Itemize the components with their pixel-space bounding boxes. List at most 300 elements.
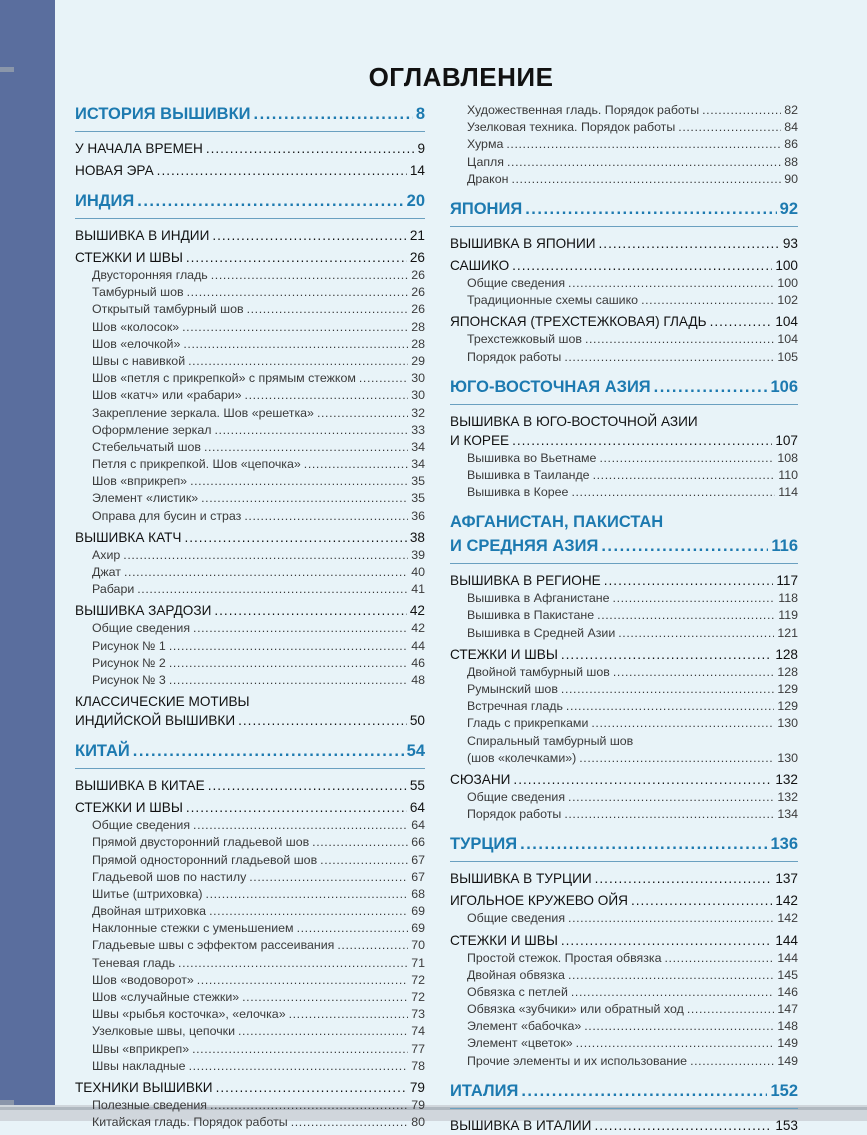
toc-subentry[interactable]	[450, 984, 798, 1001]
toc-section[interactable]	[450, 256, 798, 275]
toc-subentry[interactable]	[75, 920, 425, 937]
toc-page-number: 121	[777, 625, 798, 640]
toc-subentry[interactable]	[450, 484, 798, 501]
chapter-rule	[75, 131, 425, 132]
toc-entry-title: СЮЗАНИ	[450, 771, 511, 787]
toc-entry-title: Обвязка с петлей	[467, 984, 568, 999]
dot-leader	[641, 292, 774, 309]
toc-entry-title: Общие сведения	[467, 911, 566, 926]
toc-subentry[interactable]	[450, 136, 798, 153]
toc-entry-title: ЮГО-ВОСТОЧНАЯ АЗИЯ	[450, 377, 651, 396]
toc-subentry[interactable]	[75, 370, 425, 387]
toc-subentry[interactable]	[75, 284, 425, 301]
toc-page-number: 69	[411, 904, 425, 919]
dot-leader	[193, 620, 408, 637]
toc-page-number: 30	[411, 388, 425, 403]
dot-leader	[133, 739, 404, 763]
toc-subentry[interactable]	[75, 886, 425, 903]
toc-entry-title: Общие сведения	[467, 789, 566, 804]
toc-chapter[interactable]	[450, 534, 798, 558]
toc-entry-title: Встречная гладь	[467, 699, 563, 714]
toc-subentry[interactable]	[450, 625, 798, 642]
toc-page-number: 82	[784, 103, 798, 117]
dot-leader	[188, 353, 408, 370]
toc-page-number: 38	[409, 529, 425, 545]
dot-leader	[687, 1001, 775, 1018]
toc-chapter[interactable]	[450, 375, 798, 399]
toc-chapter[interactable]	[75, 102, 425, 126]
toc-entry-title: Двусторонняя гладь	[92, 268, 208, 282]
dot-leader	[564, 349, 774, 366]
toc-entry-line: Спиральный тамбурный шов	[467, 733, 634, 748]
toc-entry-title: Цапля	[467, 154, 504, 169]
dot-leader	[216, 1078, 407, 1097]
toc-entry-title: Узелковая техника. Порядок работы	[467, 120, 676, 135]
toc-entry-title: Обвязка «зубчики» или обратный ход	[467, 1002, 684, 1017]
toc-section[interactable]	[75, 139, 425, 158]
toc-entry-title: Тамбурный шов	[92, 285, 184, 300]
toc-page-number: 73	[411, 1007, 425, 1022]
toc-entry-title: Вышивка в Таиланде	[467, 467, 590, 482]
dot-leader	[568, 789, 774, 806]
toc-entry-title: Трехстежковый шов	[467, 332, 582, 347]
toc-subentry[interactable]	[75, 581, 425, 598]
toc-page-number: 77	[411, 1041, 425, 1056]
dot-leader	[585, 331, 774, 348]
toc-page-number: 34	[411, 457, 425, 472]
toc-subentry[interactable]	[75, 869, 425, 886]
toc-subentry[interactable]	[75, 1097, 425, 1114]
toc-page-number: 35	[411, 474, 425, 489]
toc-subentry[interactable]	[450, 1018, 798, 1035]
toc-subentry[interactable]	[450, 750, 798, 767]
toc-subentry[interactable]	[450, 1053, 798, 1070]
dot-leader	[513, 770, 772, 789]
dot-leader	[665, 950, 775, 967]
dot-leader	[238, 711, 407, 730]
toc-subentry[interactable]	[75, 353, 425, 370]
toc-subentry[interactable]	[75, 301, 425, 318]
dot-leader	[204, 439, 408, 456]
dot-leader	[201, 490, 408, 507]
toc-page-number: 64	[409, 800, 425, 816]
toc-subentry[interactable]	[75, 672, 425, 689]
toc-subentry[interactable]	[75, 834, 425, 851]
toc-entry-title: Вышивка в Афганистане	[467, 591, 610, 606]
toc-page-number: 144	[775, 932, 798, 948]
toc-subentry[interactable]	[450, 681, 798, 698]
dot-leader	[182, 319, 408, 336]
toc-page-number: 28	[411, 319, 425, 334]
toc-entry-title: Наклонные стежки с уменьшением	[92, 921, 294, 936]
toc-page-number: 42	[409, 603, 425, 619]
toc-subentry[interactable]	[75, 387, 425, 404]
toc-entry-title: Двойная обвязка	[467, 967, 565, 982]
toc-subentry[interactable]	[450, 664, 798, 681]
toc-entry-line: ВЫШИВКА В ЮГО-ВОСТОЧНОЙ АЗИИ	[450, 413, 698, 429]
toc-section[interactable]	[450, 1116, 798, 1135]
toc-entry-title: Полезные сведения	[92, 1097, 207, 1112]
toc-section[interactable]	[75, 528, 425, 547]
toc-page-number: 39	[411, 547, 425, 562]
toc-page-number: 28	[411, 336, 425, 351]
toc-page-number: 105	[777, 349, 798, 364]
toc-entry-title: Швы с навивкой	[92, 353, 186, 368]
toc-section[interactable]	[450, 645, 798, 664]
toc-section[interactable]	[450, 571, 798, 590]
toc-page-number: 41	[411, 582, 425, 597]
toc-subentry[interactable]	[450, 950, 798, 967]
dot-leader	[187, 284, 409, 301]
dot-leader	[597, 607, 775, 624]
toc-page-number: 70	[411, 938, 425, 953]
toc-section[interactable]	[450, 869, 798, 888]
dot-leader	[337, 937, 408, 954]
dot-leader	[595, 869, 773, 888]
toc-entry-title: Шов «вприкреп»	[92, 474, 188, 489]
dot-leader	[209, 903, 408, 920]
toc-subentry[interactable]	[450, 715, 798, 732]
toc-page-number: 148	[777, 1019, 798, 1034]
dot-leader	[190, 473, 408, 490]
toc-subentry[interactable]	[450, 292, 798, 309]
toc-page-number: 80	[411, 1115, 425, 1130]
toc-subentry[interactable]	[75, 655, 425, 672]
toc-section[interactable]	[450, 891, 798, 910]
chapter-rule	[450, 404, 798, 405]
dot-leader	[247, 301, 409, 318]
toc-subentry[interactable]	[75, 508, 425, 525]
toc-page-number: 108	[777, 450, 798, 465]
dot-leader	[359, 370, 408, 387]
toc-page-number: 44	[411, 638, 425, 653]
toc-subentry[interactable]	[450, 607, 798, 624]
toc-page-number: 86	[784, 137, 798, 152]
toc-page-number: 36	[411, 508, 425, 523]
toc-page-number: 42	[411, 621, 425, 636]
toc-entry-title: Рабари	[92, 582, 135, 597]
dot-leader	[631, 891, 772, 910]
toc-page-number: 64	[411, 818, 425, 833]
toc-page-number: 35	[411, 491, 425, 506]
toc-subentry[interactable]	[450, 102, 798, 119]
toc-entry-title: ИНДИЯ	[75, 192, 135, 210]
dot-leader	[184, 528, 406, 547]
toc-page-number: 29	[411, 353, 425, 368]
toc-entry-title: ТУРЦИЯ	[450, 835, 518, 854]
toc-entry-title: Шитье (штриховка)	[92, 886, 203, 901]
toc-entry-title: Общие сведения	[92, 818, 191, 833]
dot-leader	[593, 467, 776, 484]
toc-subentry[interactable]	[75, 955, 425, 972]
toc-entry-title: Вышивка во Вьетнаме	[467, 450, 597, 465]
toc-subentry[interactable]	[75, 319, 425, 336]
dot-leader	[124, 564, 408, 581]
toc-page-number: 136	[770, 835, 798, 854]
toc-entry-title: Гладьевой шов по настилу	[92, 869, 247, 884]
toc-entry-line: АФГАНИСТАН, ПАКИСТАН	[450, 513, 664, 532]
toc-page-number: 134	[777, 807, 798, 822]
dot-leader	[157, 161, 407, 180]
toc-page-number: 114	[778, 485, 798, 500]
toc-subentry[interactable]	[450, 698, 798, 715]
toc-page-number: 69	[411, 921, 425, 936]
chapter-rule	[450, 563, 798, 564]
toc-entry-title: ИТАЛИЯ	[450, 1081, 519, 1100]
toc-page-number: 34	[411, 439, 425, 454]
dot-leader	[169, 638, 408, 655]
toc-page-number: 9	[417, 141, 425, 156]
toc-section[interactable]	[75, 711, 425, 730]
toc-section[interactable]	[75, 776, 425, 795]
toc-page-number: 79	[409, 1079, 425, 1095]
toc-subentry[interactable]	[75, 903, 425, 920]
toc-page-number: 67	[411, 869, 425, 884]
toc-entry-title: Рисунок № 3	[92, 672, 166, 687]
toc-page-number: 68	[411, 886, 425, 901]
toc-section[interactable]	[450, 312, 798, 331]
toc-chapter[interactable]	[75, 739, 425, 763]
toc-subentry[interactable]	[450, 349, 798, 366]
toc-entry-title: Гладь с прикрепками	[467, 716, 589, 731]
dot-leader	[186, 798, 407, 817]
toc-subentry[interactable]	[450, 967, 798, 984]
toc-entry-title: Шов «водоворот»	[92, 972, 194, 987]
dot-leader	[690, 1053, 774, 1070]
toc-subentry[interactable]	[75, 989, 425, 1006]
toc-page-number: 26	[411, 268, 425, 282]
toc-section[interactable]	[75, 226, 425, 245]
toc-entry-title: Художественная гладь. Порядок работы	[467, 103, 700, 117]
toc-chapter[interactable]	[450, 1079, 798, 1103]
toc-subentry[interactable]	[75, 620, 425, 637]
dot-leader	[511, 171, 781, 188]
dot-leader	[568, 275, 774, 292]
toc-page-number: 144	[777, 950, 798, 965]
toc-entry-title: Вышивка в Корее	[467, 485, 569, 500]
dot-leader	[591, 715, 774, 732]
dot-leader	[561, 645, 772, 664]
toc-subentry[interactable]	[75, 1114, 425, 1131]
toc-section[interactable]	[450, 931, 798, 950]
toc-page-number: 21	[409, 228, 425, 243]
toc-section[interactable]	[75, 1078, 425, 1097]
dot-leader	[702, 102, 781, 119]
dot-leader	[291, 1114, 409, 1131]
toc-entry-title: ИСТОРИЯ ВЫШИВКИ	[75, 105, 251, 123]
toc-subentry[interactable]	[75, 1023, 425, 1040]
toc-page-number: 142	[777, 911, 798, 926]
toc-subentry[interactable]	[75, 937, 425, 954]
toc-page-number: 116	[771, 537, 798, 556]
toc-page-number: 55	[409, 778, 425, 794]
dot-leader	[618, 625, 774, 642]
toc-chapter[interactable]	[450, 832, 798, 856]
toc-entry-title: НОВАЯ ЭРА	[75, 163, 154, 178]
toc-entry-title: ВЫШИВКА В РЕГИОНЕ	[450, 573, 601, 589]
toc-page-number: 79	[411, 1097, 425, 1112]
toc-subentry[interactable]	[75, 547, 425, 564]
toc-section[interactable]	[75, 601, 425, 620]
toc-chapter[interactable]	[75, 189, 425, 213]
toc-page-number: 92	[779, 199, 798, 218]
toc-section[interactable]	[450, 431, 798, 450]
toc-subentry[interactable]	[75, 490, 425, 507]
toc-page-number: 20	[406, 192, 425, 210]
toc-page-number: 117	[776, 573, 798, 589]
dot-leader	[297, 920, 409, 937]
toc-page-number: 84	[784, 120, 798, 135]
toc-subentry[interactable]	[75, 564, 425, 581]
toc-subentry[interactable]	[75, 817, 425, 834]
toc-subentry[interactable]	[450, 910, 798, 927]
toc-entry-title: ВЫШИВКА В ЯПОНИИ	[450, 235, 596, 251]
toc-subentry[interactable]	[75, 972, 425, 989]
toc-page-number: 152	[770, 1081, 798, 1100]
toc-entry-title: Прямой двусторонний гладьевой шов	[92, 835, 310, 850]
toc-entry-title: Джат	[92, 565, 121, 579]
chapter-rule	[75, 768, 425, 769]
toc-entry-title: И КОРЕЕ	[450, 432, 510, 448]
toc-subentry[interactable]	[75, 852, 425, 869]
toc-subentry[interactable]	[75, 1058, 425, 1075]
dot-leader	[678, 119, 781, 136]
toc-subentry[interactable]	[450, 331, 798, 348]
toc-page-number: 32	[411, 405, 425, 420]
toc-entry-title: Теневая гладь	[92, 955, 176, 970]
dot-leader	[561, 931, 772, 950]
toc-page-number: 30	[411, 371, 425, 386]
toc-entry-title: ЯПОНСКАЯ (ТРЕХСТЕЖКОВАЯ) ГЛАДЬ	[450, 314, 707, 330]
dot-leader	[169, 655, 408, 672]
dot-leader	[254, 102, 413, 126]
toc-entry-title: Узелковые швы, цепочки	[92, 1024, 235, 1039]
dot-leader	[312, 834, 408, 851]
toc-section[interactable]	[75, 798, 425, 817]
toc-entry-title: Гладьевые швы с эффектом рассеивания	[92, 938, 335, 953]
dot-leader	[320, 852, 408, 869]
toc-entry-title: Хурма	[467, 137, 504, 152]
dot-leader	[242, 989, 408, 1006]
toc-subentry[interactable]	[75, 638, 425, 655]
toc-entry-title: Китайская гладь. Порядок работы	[92, 1115, 288, 1130]
toc-page-number: 110	[778, 467, 798, 482]
toc-entry-title: Рисунок № 1	[92, 638, 166, 653]
toc-left-column	[75, 102, 425, 1131]
toc-entry-title: Стебельчатый шов	[92, 439, 201, 454]
dot-leader	[189, 1058, 409, 1075]
dot-leader	[594, 1116, 772, 1135]
chapter-rule	[450, 226, 798, 227]
toc-subentry[interactable]	[450, 789, 798, 806]
dot-leader	[613, 590, 776, 607]
toc-entry-title: Простой стежок. Простая обвязка	[467, 950, 662, 965]
toc-entry-title: Элемент «листик»	[92, 491, 199, 506]
toc-subentry[interactable]	[450, 806, 798, 823]
toc-subentry[interactable]	[75, 456, 425, 473]
toc-page-number: 26	[411, 302, 425, 317]
toc-subentry[interactable]	[75, 439, 425, 456]
toc-section[interactable]	[75, 161, 425, 180]
toc-page-number: 67	[411, 852, 425, 867]
toc-entry-title: Рисунок № 2	[92, 655, 166, 670]
toc-subentry[interactable]	[450, 171, 798, 188]
toc-subentry[interactable]	[450, 590, 798, 607]
toc-page-number: 102	[777, 293, 798, 308]
toc-subentry[interactable]	[450, 1035, 798, 1052]
toc-subentry[interactable]	[450, 1001, 798, 1018]
dot-leader	[186, 248, 407, 267]
toc-subentry[interactable]	[75, 267, 425, 284]
dot-leader	[568, 910, 774, 927]
toc-entry-title: СТЕЖКИ И ШВЫ	[75, 250, 183, 265]
toc-subentry[interactable]	[75, 473, 425, 490]
toc-page-number: 132	[777, 789, 798, 804]
toc-section[interactable]	[75, 248, 425, 267]
toc-entry-title: У НАЧАЛА ВРЕМЕН	[75, 141, 203, 156]
dot-leader	[599, 450, 774, 467]
toc-entry-title: Порядок работы	[467, 807, 562, 822]
toc-entry-line: КЛАССИЧЕСКИЕ МОТИВЫ	[75, 694, 250, 710]
toc-page-number: 132	[775, 771, 798, 787]
toc-section[interactable]	[450, 770, 798, 789]
toc-section[interactable]	[450, 234, 798, 253]
toc-page-number: 14	[409, 163, 425, 178]
dot-leader	[571, 984, 774, 1001]
toc-entry-title: Шов «случайные стежки»	[92, 990, 240, 1004]
dot-leader	[206, 139, 415, 158]
toc-subentry[interactable]	[75, 1041, 425, 1058]
dot-leader	[245, 387, 409, 404]
chapter-rule	[75, 218, 425, 219]
toc-entry-title: СТЕЖКИ И ШВЫ	[75, 800, 183, 816]
toc-entry-title: СТЕЖКИ И ШВЫ	[450, 932, 558, 948]
toc-chapter[interactable]	[450, 197, 798, 221]
toc-subentry[interactable]	[450, 119, 798, 136]
toc-subentry[interactable]	[75, 336, 425, 353]
toc-subentry[interactable]	[450, 450, 798, 467]
toc-page-number: 74	[411, 1024, 425, 1039]
toc-subentry[interactable]	[75, 405, 425, 422]
toc-entry-title: Оформление зеркал	[92, 422, 212, 437]
toc-page-number: 145	[777, 967, 798, 982]
toc-entry-title: ЯПОНИЯ	[450, 199, 523, 218]
toc-entry-title: Прочие элементы и их использование	[467, 1053, 688, 1068]
toc-page-number: 66	[411, 835, 425, 850]
dot-leader	[601, 534, 768, 558]
toc-entry-title: Петля с прикрепкой. Шов «цепочка»	[92, 457, 301, 472]
toc-entry-title: И СРЕДНЯЯ АЗИЯ	[450, 537, 599, 556]
dot-leader	[520, 832, 767, 856]
toc-subentry[interactable]	[75, 422, 425, 439]
toc-entry-title: ВЫШИВКА В ИНДИИ	[75, 228, 210, 243]
toc-subentry[interactable]	[450, 467, 798, 484]
toc-subentry[interactable]	[75, 1006, 425, 1023]
toc-page-number: 33	[411, 422, 425, 437]
toc-entry-title: ВЫШИВКА ЗАРДОЗИ	[75, 603, 212, 619]
page-edge-band	[0, 0, 55, 1105]
toc-page-number: 54	[406, 742, 425, 761]
dot-leader	[654, 375, 768, 399]
toc-page-number: 26	[411, 285, 425, 300]
toc-entry-title: Прямой односторонний гладьевой шов	[92, 852, 318, 867]
dot-leader	[211, 267, 408, 284]
toc-subentry[interactable]	[450, 154, 798, 171]
toc-entry-title: ВЫШИВКА В КИТАЕ	[75, 778, 205, 794]
toc-page-number: 40	[411, 565, 425, 579]
toc-subentry[interactable]	[450, 275, 798, 292]
toc-entry-title: ВЫШИВКА В ИТАЛИИ	[450, 1117, 592, 1133]
